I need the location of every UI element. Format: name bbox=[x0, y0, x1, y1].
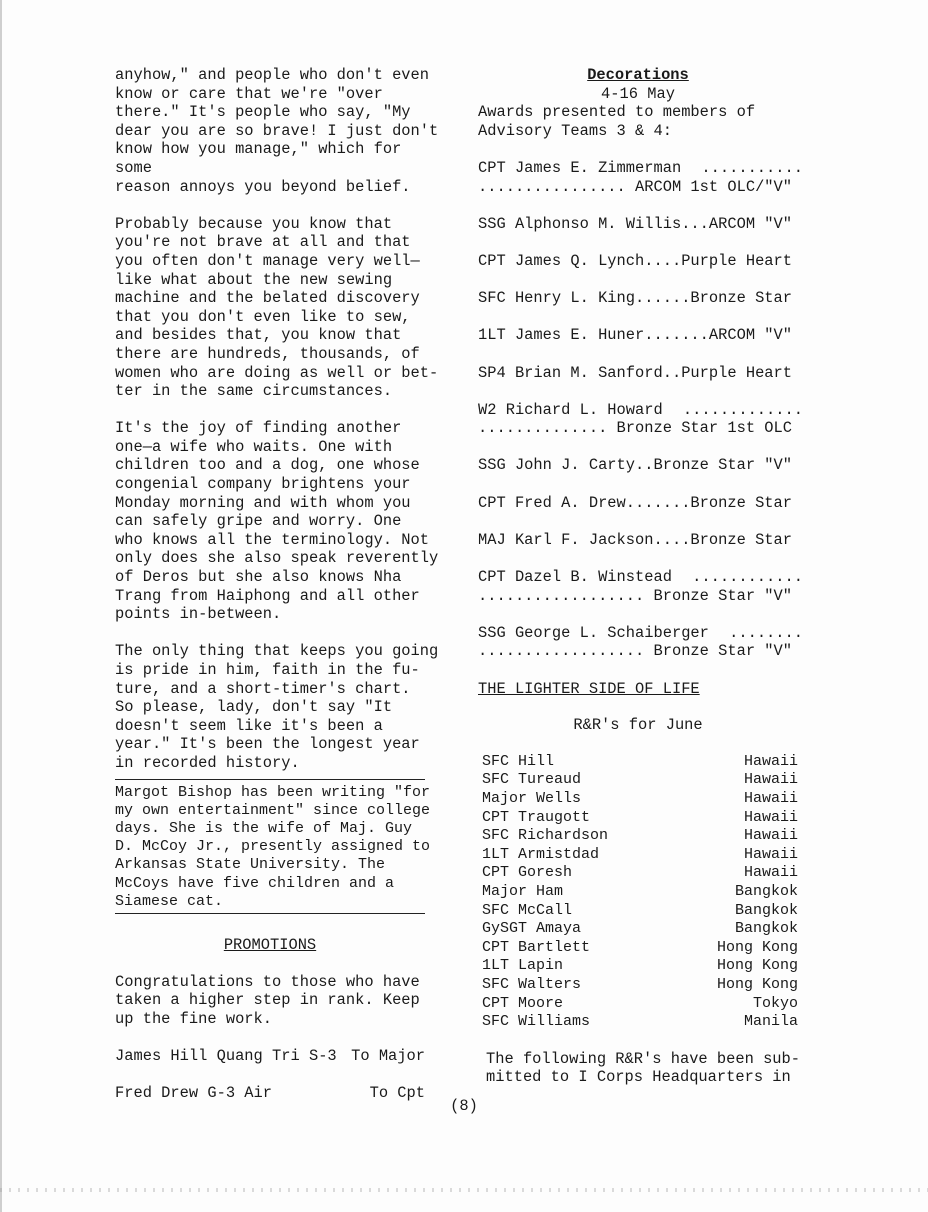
rr-person: SFC Richardson bbox=[482, 827, 609, 845]
award-entry bbox=[478, 289, 803, 308]
award-line bbox=[478, 289, 803, 308]
rr-person: 1LT Lapin bbox=[482, 957, 564, 975]
rr-person: SFC Walters bbox=[482, 975, 582, 993]
rr-row bbox=[482, 827, 798, 846]
award-line bbox=[478, 252, 803, 271]
rr-person: SFC McCall bbox=[482, 901, 573, 919]
rr-destination: Tokyo bbox=[752, 994, 798, 1012]
rr-row bbox=[482, 771, 798, 790]
rr-destination: Hong Kong bbox=[716, 975, 798, 993]
decorations-intro: Awards presented to members of Advisory Teams 3 & 4: bbox=[478, 103, 756, 140]
award-entry bbox=[478, 364, 803, 383]
rr-row bbox=[482, 939, 798, 958]
rr-row bbox=[482, 995, 798, 1014]
rr-table bbox=[482, 753, 798, 1032]
award-leader-dots: ............. bbox=[682, 400, 803, 419]
award-entry bbox=[478, 159, 803, 196]
rr-person: CPT Moore bbox=[482, 994, 564, 1012]
rr-row bbox=[482, 790, 798, 809]
bio-divider-top bbox=[115, 779, 425, 780]
left-column bbox=[115, 66, 445, 1121]
rr-row bbox=[482, 846, 798, 865]
award-line bbox=[478, 494, 803, 513]
award-line bbox=[478, 159, 803, 178]
award-recipient: 1LT James E. Huner.......ARCOM "V" bbox=[478, 326, 793, 345]
rr-person: GySGT Amaya bbox=[482, 920, 582, 938]
award-recipient: MAJ Karl F. Jackson....Bronze Star bbox=[478, 530, 793, 549]
award-line bbox=[478, 401, 803, 420]
rr-person: CPT Bartlett bbox=[482, 938, 591, 956]
rr-person: Major Ham bbox=[482, 882, 564, 900]
rr-destination: Hawaii bbox=[743, 808, 798, 826]
award-line bbox=[478, 215, 803, 234]
award-recipient: SSG Alphonso M. Willis...ARCOM "V" bbox=[478, 214, 793, 233]
rr-destination: Hong Kong bbox=[716, 938, 798, 956]
rr-destination: Hawaii bbox=[743, 789, 798, 807]
rr-destination: Bangkok bbox=[734, 901, 798, 919]
award-recipient: CPT Dazel B. Winstead bbox=[478, 568, 672, 587]
award-name: .................. Bronze Star "V" bbox=[478, 586, 793, 605]
rr-person: SFC Williams bbox=[482, 1013, 591, 1031]
rr-destination: Bangkok bbox=[734, 920, 798, 938]
rr-destination: Hawaii bbox=[743, 771, 798, 789]
page-edge bbox=[0, 0, 2, 1212]
rr-person: 1LT Armistdad bbox=[482, 845, 600, 863]
award-entry bbox=[478, 624, 803, 661]
decorations-heading: Decorations bbox=[587, 66, 689, 84]
award-entry bbox=[478, 401, 803, 438]
scan-artifact bbox=[0, 1188, 928, 1192]
rr-person: SFC Tureaud bbox=[482, 771, 582, 789]
award-entry bbox=[478, 456, 803, 475]
award-leader-dots: ........ bbox=[729, 623, 803, 642]
rr-destination: Hawaii bbox=[743, 827, 798, 845]
rr-row bbox=[482, 920, 798, 939]
rr-row bbox=[482, 1013, 798, 1032]
award-line bbox=[478, 326, 803, 345]
award-recipient: CPT James Q. Lynch....Purple Heart bbox=[478, 251, 793, 270]
award-entry bbox=[478, 568, 803, 605]
awards-list bbox=[478, 159, 803, 661]
promotion-name: Fred Drew G-3 Air bbox=[115, 1084, 273, 1103]
award-entry bbox=[478, 326, 803, 345]
bio-divider-bottom bbox=[115, 913, 425, 914]
rr-row bbox=[482, 883, 798, 902]
award-line bbox=[478, 531, 803, 550]
rr-destination: Hawaii bbox=[743, 752, 798, 770]
decorations-dates: 4-16 May bbox=[601, 84, 675, 103]
award-leader-dots: ........... bbox=[701, 158, 803, 177]
award-line bbox=[478, 364, 803, 383]
rr-destination: Bangkok bbox=[734, 882, 798, 900]
rr-destination: Hong Kong bbox=[716, 957, 798, 975]
author-bio: Margot Bishop has been writing "for my own entertainment" since college days. She is the wife of Maj. Guy D. McCoy Jr., presently assigned to Arkansas State University. The McCoys have five children and a Siamese cat. bbox=[115, 783, 431, 910]
rr-row bbox=[482, 864, 798, 883]
promotion-rank: To Major bbox=[351, 1046, 425, 1065]
rr-person: SFC Hill bbox=[482, 752, 555, 770]
promotion-name: James Hill Quang Tri S-3 bbox=[115, 1046, 337, 1065]
rr-person: CPT Traugott bbox=[482, 808, 591, 826]
lighter-side-heading: THE LIGHTER SIDE OF LIFE bbox=[478, 679, 700, 698]
rr-row bbox=[482, 753, 798, 772]
award-recipient: SP4 Brian M. Sanford..Purple Heart bbox=[478, 363, 793, 382]
right-column bbox=[478, 66, 803, 1087]
rr-person: Major Wells bbox=[482, 789, 582, 807]
promotion-entry bbox=[115, 1047, 425, 1066]
rr-row bbox=[482, 809, 798, 828]
page-number: (8) bbox=[450, 1097, 478, 1115]
award-recipient: SSG George L. Schaiberger bbox=[478, 623, 709, 642]
rr-row bbox=[482, 976, 798, 995]
rr-destination: Hawaii bbox=[743, 845, 798, 863]
award-recipient: SFC Henry L. King......Bronze Star bbox=[478, 289, 793, 308]
rr-row bbox=[482, 902, 798, 921]
promotions-heading: PROMOTIONS bbox=[223, 935, 317, 954]
award-recipient: CPT James E. Zimmerman bbox=[478, 158, 682, 177]
award-entry bbox=[478, 531, 803, 550]
award-line bbox=[478, 624, 803, 643]
rr-person: CPT Goresh bbox=[482, 864, 573, 882]
rr-row bbox=[482, 957, 798, 976]
article-paragraph-4: The only thing that keeps you going is pride in him, faith in the fu- ture, and a short-timer's chart. So please, lady, don't say "It doesn't seem like it's been a year." It's been the longest year in recorded history. bbox=[115, 642, 439, 772]
award-leader-dots: ............ bbox=[692, 568, 803, 587]
closing-text: The following R&R's have been sub- mitted to I Corps Headquarters in bbox=[486, 1049, 801, 1087]
rr-destination: Hawaii bbox=[743, 864, 798, 882]
rr-heading: R&R's for June bbox=[573, 716, 703, 735]
award-recipient: CPT Fred A. Drew.......Bronze Star bbox=[478, 493, 793, 512]
award-line bbox=[478, 456, 803, 475]
award-entry bbox=[478, 494, 803, 513]
article-paragraph-2: Probably because you know that you're not brave at all and that you often don't manage very well— like what about the new sewing machine and the belated discovery that you don't even like to sew, and besides that, you know that there are hundreds, thousands, of women who are doing as well or bet- ter in the same circumstances. bbox=[115, 214, 439, 401]
award-recipient: W2 Richard L. Howard bbox=[478, 400, 663, 419]
article-paragraph-3: It's the joy of finding another one—a wife who waits. One with children too and a dog, one whose congenial company brightens your Monday morning and with whom you can safely gripe and worry. One who knows all the terminology. Not only does she also speak reverently of Deros but she also knows Nha Trang from Haiphong and all other points in-between. bbox=[115, 419, 439, 624]
promotion-rank: To Cpt bbox=[369, 1084, 425, 1103]
article-paragraph-1: anyhow," and people who don't even know or care that we're "over there." It's people who say, "My dear you are so brave! I just don't know how you manage," which for some reason annoys you beyond belief. bbox=[115, 66, 439, 196]
award-name: .................. Bronze Star "V" bbox=[478, 642, 793, 661]
award-entry bbox=[478, 252, 803, 271]
promotions-intro: Congratulations to those who have taken a higher step in rank. Keep up the fine work. bbox=[115, 972, 420, 1028]
award-recipient: SSG John J. Carty..Bronze Star "V" bbox=[478, 456, 793, 475]
award-entry bbox=[478, 215, 803, 234]
award-line bbox=[478, 568, 803, 587]
award-name: ................ ARCOM 1st OLC/"V" bbox=[478, 177, 793, 196]
award-name: .............. Bronze Star 1st OLC bbox=[478, 419, 793, 438]
rr-destination: Manila bbox=[743, 1013, 798, 1031]
